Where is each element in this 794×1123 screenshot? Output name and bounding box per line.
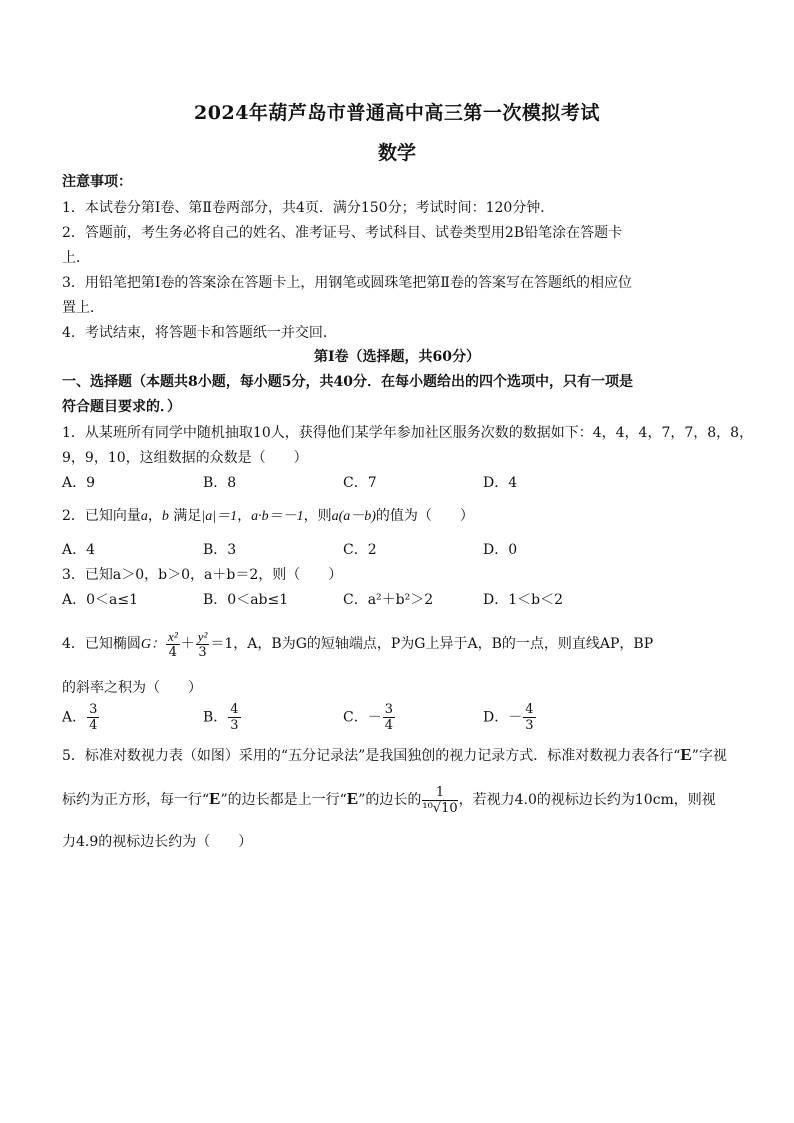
q4-plus: ＋ xyxy=(180,636,195,652)
q4-option-d-num: 4 xyxy=(525,702,534,717)
q4-option-c-num: 3 xyxy=(384,702,393,717)
q4-option-d-sign: － xyxy=(508,709,523,726)
notice-item-3-cont: 置上． xyxy=(62,300,104,316)
q4-option-c xyxy=(343,702,396,733)
q4-y-numerator: y² xyxy=(197,628,208,644)
q3-option-b: B．0＜ab≤1 xyxy=(203,592,289,608)
q4-option-d-den: 3 xyxy=(525,718,534,733)
q3-option-a: A．0＜a≤1 xyxy=(62,592,139,608)
q2-suffix: 的值为（ ） xyxy=(375,508,474,524)
q5-line2-text: 标约为正方形，每一行“ xyxy=(62,792,210,808)
exam-subject: 数学 xyxy=(377,142,416,164)
q4-option-b xyxy=(203,702,242,733)
q5-line1-text: 5．标准对数视力表（如图）采用的“五分记录法”是我国独创的视力记录方式．标准对数视力表各行“ xyxy=(62,748,681,764)
q2-option-d: D．0 xyxy=(483,542,518,558)
q4-prefix: 4．已知椭圆 xyxy=(62,636,141,652)
notice-item-4: 4．考试结束，将答题卡和答题纸一并交回． xyxy=(62,325,337,341)
q2-condition-1: |a|＝1 xyxy=(201,509,238,524)
q1-option-d: D．4 xyxy=(483,475,518,491)
q4-y-fraction xyxy=(196,629,210,660)
q5-e-symbol-3: E xyxy=(346,789,359,808)
q2-sep2: ， xyxy=(237,508,252,524)
q2-condition-2: a·b＝－1 xyxy=(251,509,304,524)
q4-rest: ＝1，A，B为G的短轴端点，P为G上异于A，B的一点，则直线AP，BP xyxy=(210,636,654,652)
q4-option-a-num: 3 xyxy=(89,702,98,717)
q4-option-a xyxy=(62,702,100,733)
q2-stem xyxy=(62,507,474,526)
q4-y-denominator: 3 xyxy=(198,644,207,660)
q2-sep1: ， xyxy=(147,508,162,524)
part-instruction-line2: 符合题目要求的．） xyxy=(62,399,181,415)
q1-option-c: C．7 xyxy=(343,475,377,491)
exam-title: 2024年葫芦岛市普通高中高三第一次模拟考试 xyxy=(194,102,600,124)
q4-stem-line1 xyxy=(62,627,653,662)
q4-option-d-fraction xyxy=(523,702,535,733)
q5-e-symbol-2: E xyxy=(209,789,221,808)
q2-mid1: 满足 xyxy=(168,508,202,524)
q1-option-b: B．8 xyxy=(203,475,237,491)
notice-item-2: 2．答题前，考生务必将自己的姓名、准考证号、考试科目、试卷类型用2B铅笔涂在答题卡 xyxy=(62,225,623,241)
q2-prefix: 2．已知向量 xyxy=(62,508,141,524)
q4-option-c-label: C． xyxy=(343,709,368,726)
q4-stem-line2: 的斜率之积为（ ） xyxy=(62,680,202,696)
q2-option-a: A．4 xyxy=(62,542,96,558)
part-instruction-line1: 一、选择题（本题共8小题，每小题5分，共40分．在每小题给出的四个选项中，只有一项是 xyxy=(62,374,633,390)
q4-option-b-label: B． xyxy=(203,709,228,726)
q4-option-c-sign: － xyxy=(367,709,382,726)
q4-ellipse-name: G： xyxy=(140,637,166,652)
notice-item-2-cont: 上． xyxy=(62,250,90,266)
q1-option-a: A．9 xyxy=(62,475,96,491)
q4-option-c-fraction xyxy=(383,702,395,733)
notice-item-1: 1．本试卷分第Ⅰ卷、第Ⅱ卷两部分，共4页．满分150分；考试时间：120分钟． xyxy=(62,200,555,216)
q5-ratio-fraction xyxy=(422,785,457,816)
q5-ratio-numerator: 1 xyxy=(422,785,457,801)
q5-line2-mid: ”的边长都是上一行“ xyxy=(220,792,347,808)
q5-line1-end: ”字视 xyxy=(691,748,727,764)
q4-option-a-den: 4 xyxy=(89,718,98,733)
q5-line2-end: ，若视力4.0的视标边长约为10cm，则视 xyxy=(458,792,716,808)
section-heading: 第Ⅰ卷（选择题，共60分） xyxy=(313,349,481,365)
q2-expression: a(a－b) xyxy=(331,509,376,524)
q4-x-denominator: 4 xyxy=(168,644,178,660)
q2-option-b: B．3 xyxy=(203,542,237,558)
q4-option-b-fraction xyxy=(228,702,240,733)
q2-vector-b: b xyxy=(161,509,169,524)
q4-option-d-label: D． xyxy=(483,709,509,726)
q5-e-symbol: E xyxy=(680,745,692,764)
q4-x-numerator: x² xyxy=(168,628,178,644)
q4-option-b-den: 3 xyxy=(230,718,239,733)
q3-option-d: D．1＜b＜2 xyxy=(483,592,564,608)
q5-line2-mid2: ”的边长的 xyxy=(358,792,422,808)
q1-stem-line2: 9，9，10，这组数据的众数是（ ） xyxy=(62,450,308,466)
q2-vector-a: a xyxy=(140,509,148,524)
q4-option-a-fraction xyxy=(87,702,99,733)
q2-option-c: C．2 xyxy=(343,542,377,558)
q2-mid2: ，则 xyxy=(303,508,332,524)
q3-stem: 3．已知a＞0，b＞0，a＋b＝2，则（ ） xyxy=(62,567,343,583)
q4-option-b-num: 4 xyxy=(230,702,239,717)
q3-option-c: C．a²＋b²＞2 xyxy=(343,592,434,608)
q5-stem-line2 xyxy=(62,781,716,818)
q5-ratio-denominator: ¹⁰√10 xyxy=(422,800,458,816)
q1-stem-line1: 1．从某班所有同学中随机抽取10人，获得他们某学年参加社区服务次数的数据如下：4，4，4，7，7，8，8， xyxy=(62,425,754,441)
q5-stem-line3: 力4.9的视标边长约为（ ） xyxy=(62,834,253,850)
notice-heading: 注意事项： xyxy=(62,174,132,190)
q4-x-fraction xyxy=(166,629,180,660)
q4-option-d xyxy=(483,702,537,733)
q4-option-a-label: A． xyxy=(62,709,87,726)
q4-option-c-den: 4 xyxy=(384,718,393,733)
q5-stem-line1 xyxy=(62,745,727,766)
notice-item-3: 3．用铅笔把第Ⅰ卷的答案涂在答题卡上，用钢笔或圆珠笔把第Ⅱ卷的答案写在答题纸的相应位 xyxy=(62,275,632,291)
